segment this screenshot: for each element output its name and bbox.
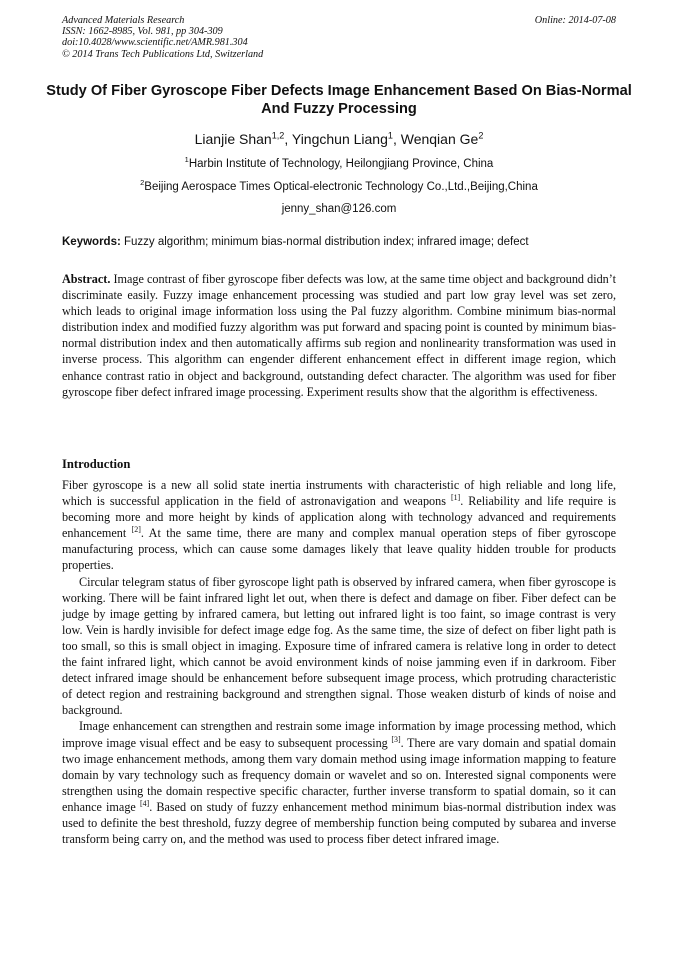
introduction-body: [62, 477, 616, 847]
citation-ref[interactable]: [2]: [131, 525, 141, 535]
keywords: [62, 235, 616, 249]
journal-name: Advanced Materials Research: [62, 15, 185, 26]
paragraph-text: . Based on study of fuzzy enhancement method minimum bias-normal distribution index was used to definite the best threshold, fuzzy degree of membership function being computed by subarea and inverse transform being carry on, and the method was used to process fiber detect infrared image.: [62, 799, 616, 847]
paragraph-text: . There are vary domain and spatial domain two image enhancement methods, among them vary domain method using image information mapping to feature domain by vary technology such as frequency domain or wavelet and so on. Interested signal components were strengthen using the domain respective specific character, further inverse transform to spatial domain, so it can enhance image: [62, 735, 616, 814]
paragraph-text: Fiber gyroscope is a new all solid state inertia instruments with characteristic of high reliable and long life, which is successful application in the field of astronavigation and weapons: [62, 478, 616, 509]
keywords-label: Keywords:: [62, 236, 121, 248]
author-email[interactable]: jenny_shan@126.com: [281, 203, 397, 215]
author-affiliation-mark: 2: [478, 130, 484, 141]
affiliation-mark: 2: [140, 178, 145, 188]
citation-ref[interactable]: [1]: [450, 493, 461, 503]
abstract-label: Abstract.: [62, 272, 111, 286]
affiliation-text: Beijing Aerospace Times Optical-electronic Technology Co.,Ltd.,Beijing,China: [144, 181, 538, 193]
section-heading-introduction: Introduction: [62, 457, 131, 471]
affiliation-text: Harbin Institute of Technology, Heilongjiang Province, China: [188, 158, 494, 170]
author-affiliation-mark: 1,2: [271, 130, 285, 141]
author-affiliation-mark: 1: [387, 130, 393, 141]
affiliation-1: [40, 157, 638, 171]
citation-ref[interactable]: [3]: [391, 734, 401, 744]
affiliation-2: [40, 180, 638, 194]
affiliation-mark: 1: [184, 155, 189, 165]
paragraph-text: . Reliability and life require is becoming more and more height by kinds of application along with technology advanced and requirements enhancement: [62, 494, 616, 541]
author-name: Yingchun Liang: [291, 131, 388, 147]
paragraph: [62, 477, 616, 574]
paragraph-text: . At the same time, there are many and complex manual operation steps of fiber gyroscope manufacturing process, which can cause some damages likely that leave quality hidden trouble for products properties.: [62, 526, 616, 573]
author-list: [40, 130, 638, 148]
paragraph-text: Image enhancement can strengthen and restrain some image information by image processing method, which improve image visual effect and be easy to subsequent processing: [62, 719, 616, 750]
citation-ref[interactable]: [4]: [139, 798, 150, 808]
paragraph: Circular telegram status of fiber gyroscope light path is observed by infrared camera, when fiber gyroscope is working. There will be faint infrared light let out, when there is defect and damage on fiber. Fiber defect can be judge by image getting by infrared camera, but letting out infrared light is too faint, so image contrast is very low. Vein is hardly invisible for defect image edge fog. As the same time, the size of defect on fiber light path is too small, so this is small object in imaging. Exposure time of infrared camera is relative long in order to detect the faint infrared light, which cannot be avoid environment kinds of noise jamming even if in darkroom. Fiber detect infrared image should be enhancement before subsequent image process, which protruding characteristic of detect region and restraining background and strengthen signal. Those weaken disturb of kinds of noise and background.: [62, 574, 616, 718]
keywords-text: Fuzzy algorithm; minimum bias-normal distribution index; infrared image; defect: [120, 236, 529, 248]
author-separator: ,: [392, 131, 401, 147]
abstract-text: Image contrast of fiber gyroscope fiber defects was low, at the same time object and background didn’t discriminate easily. Fuzzy image enhancement processing was studied and part low gray level was set zero, which leads to original image information loss using the Pal fuzzy algorithm. Combine minimum bias-normal distribution index and modified fuzzy algorithm was put forward and spacing point is counted by minimum bias-normal distribution index and then automatically affirms sub region and nonlinearity transformation was used in inverse process. This algorithm can engender different enhancement effect in different image region, which enhance contrast ratio in object and background, outstanding defect character. The algorithm was used for fiber gyroscope fiber defect infrared image processing. Experiment results show that the algorithm is effectiveness.: [62, 272, 616, 399]
author-name: Wenqian Ge: [400, 131, 479, 147]
journal-doi: doi:10.4028/www.scientific.net/AMR.981.304: [62, 37, 248, 49]
online-date: Online: 2014-07-08: [534, 15, 616, 26]
author-separator: ,: [284, 131, 292, 147]
journal-copyright: © 2014 Trans Tech Publications Ltd, Switzerland: [62, 48, 264, 60]
journal-header: [62, 15, 616, 60]
paragraph: [62, 718, 616, 847]
abstract: [62, 271, 616, 400]
journal-issn: ISSN: 1662-8985, Vol. 981, pp 304-309: [62, 26, 223, 38]
author-name: Lianjie Shan: [194, 131, 272, 147]
paper-title: Study Of Fiber Gyroscope Fiber Defects Image Enhancement Based On Bias-Normal And Fuzzy Processing: [46, 83, 632, 117]
